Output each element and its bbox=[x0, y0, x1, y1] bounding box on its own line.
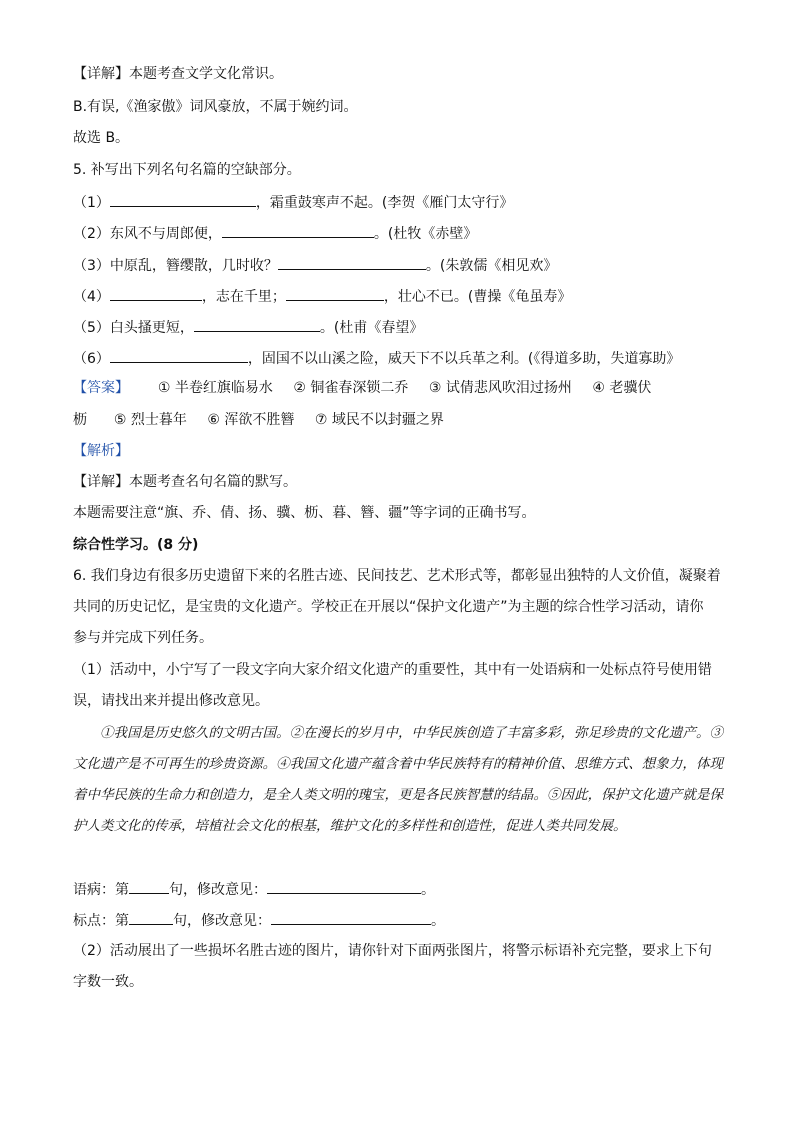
answer-2: ② 铜雀春深锁二乔 bbox=[293, 380, 409, 396]
answer-6: ⑥ 浑欲不胜簪 bbox=[207, 412, 295, 428]
q5-title: 5. 补写出下列名句名篇的空缺部分。 bbox=[73, 162, 301, 178]
q5-note: 本题需要注意“旗、乔、倩、扬、骥、枥、暮、簪、疆”等字词的正确书写。 bbox=[73, 505, 536, 521]
item-text: 。(杜甫《春望》 bbox=[319, 320, 424, 336]
item-text: ，固国不以山溪之险，威天下不以兵革之利。(《得道多助，失道寡助》 bbox=[247, 351, 681, 367]
detail-tag: 【详解】 bbox=[73, 474, 129, 490]
item-number: （3） bbox=[73, 258, 110, 274]
detail-line-1 bbox=[73, 64, 283, 84]
answer-blank[interactable] bbox=[222, 222, 374, 238]
answer-blank[interactable] bbox=[286, 285, 384, 301]
item-text: 中原乱，簪缨散，几时收？ bbox=[109, 258, 278, 274]
answer-blank[interactable] bbox=[110, 285, 202, 301]
q5-item-1 bbox=[73, 191, 513, 213]
answer-3: ③ 试倩悲风吹泪过扬州 bbox=[428, 380, 572, 396]
analysis-tag: 【解析】 bbox=[73, 443, 129, 459]
answer-blank[interactable] bbox=[194, 316, 320, 332]
q6-sub2-line-1: （2）活动展出了一些损坏名胜古迹的图片，请你针对下面两张图片，将警示标语补充完整，要求上下句 bbox=[73, 943, 712, 959]
item-number: （6） bbox=[73, 351, 110, 367]
item-text: 白头搔更短， bbox=[109, 320, 194, 336]
item-text: ，壮心不已。(曹操《龟虽寿》 bbox=[383, 289, 572, 305]
q6-sub1-line-2: 误，请找出来并提出修改意见。 bbox=[73, 693, 269, 709]
q5-item-3 bbox=[73, 254, 557, 276]
q5-item-5 bbox=[73, 316, 423, 338]
item-number: （2） bbox=[73, 226, 110, 242]
q6-sub2-line-2: 字数一致。 bbox=[73, 974, 143, 990]
answer-7: ⑦ 域民不以封疆之界 bbox=[314, 412, 444, 428]
option-b-explanation: B.有误,《渔家傲》词风豪放，不属于婉约词。 bbox=[73, 99, 358, 115]
punctuation-error-line bbox=[73, 909, 445, 931]
detail-text: 本题考查名句名篇的默写。 bbox=[129, 474, 297, 490]
answer-4: ④ 老骥伏 bbox=[592, 380, 652, 396]
q6-sub1-line-1: （1）活动中，小宁写了一段文字向大家介绍文化遗产的重要性，其中有一处语病和一处标点符号使用错 bbox=[73, 662, 712, 678]
grammar-label: 语病：第 bbox=[73, 882, 129, 898]
q5-answer-line-1 bbox=[73, 378, 651, 398]
q5-item-2 bbox=[73, 222, 477, 244]
section-heading: 综合性学习。(8 分) bbox=[73, 537, 199, 553]
answer-blank[interactable] bbox=[278, 254, 426, 270]
grammar-mid: 句，修改意见： bbox=[169, 882, 267, 898]
answer-blank[interactable] bbox=[110, 191, 256, 207]
answer-5: ⑤ 烈士暮年 bbox=[113, 412, 187, 428]
passage-text: ①我国是历史悠久的文明古国。②在漫长的岁月中，中华民族创造了丰富多彩，弥足珍贵的文化遗产。③文化遗产是不可再生的珍贵资源。④我国文化遗产蕴含着中华民族特有的精神价值、思维方式、想象力，体现着中华民族的生命力和创造力，是全人类文明的瑰宝，更是各民族智慧的结晶。⑤因此，保护文化遗产就是保护人类文化的传承，培植社会文化的根基，维护文化的多样性和创造性，促进人类共同发展。 bbox=[73, 725, 723, 834]
revision-blank[interactable] bbox=[267, 878, 421, 894]
q6-line-2: 共同的历史记忆，是宝贵的文化遗产。学校正在开展以“保护文化遗产”为主题的综合性学习活动，请你 bbox=[73, 599, 704, 615]
item-text: ，志在千里； bbox=[201, 289, 286, 305]
answer-blank[interactable] bbox=[110, 347, 248, 363]
q5-item-4 bbox=[73, 285, 571, 307]
detail-tag: 【详解】 bbox=[73, 66, 129, 82]
sentence-number-blank[interactable] bbox=[129, 909, 173, 925]
item-number: （1） bbox=[73, 195, 110, 211]
punct-label: 标点：第 bbox=[73, 913, 129, 929]
student-passage bbox=[73, 718, 723, 842]
item-number: （5） bbox=[73, 320, 110, 336]
answer-tag: 【答案】 bbox=[73, 380, 129, 396]
item-text: 东风不与周郎便， bbox=[109, 226, 222, 242]
item-text: ，霜重鼓寒声不起。(李贺《雁门太守行》 bbox=[255, 195, 514, 211]
q5-detail bbox=[73, 472, 297, 492]
punct-mid: 句，修改意见： bbox=[173, 913, 271, 929]
revision-blank[interactable] bbox=[271, 909, 431, 925]
q5-answer-line-2 bbox=[73, 410, 444, 430]
q6-line-1: 6. 我们身边有很多历史遗留下来的名胜古迹、民间技艺、艺术形式等，都彰显出独特的人文价值，凝聚着 bbox=[73, 568, 721, 584]
answer-1: ① 半卷红旗临易水 bbox=[157, 380, 273, 396]
q6-line-3: 参与并完成下列任务。 bbox=[73, 630, 213, 646]
choose-b: 故选 B。 bbox=[73, 130, 130, 146]
item-text: 。(朱敦儒《相见欢》 bbox=[425, 258, 558, 274]
end-mark: 。 bbox=[421, 882, 435, 898]
item-text: 。(杜牧《赤壁》 bbox=[373, 226, 478, 242]
item-number: （4） bbox=[73, 289, 110, 305]
answer-4-continued: 枥 bbox=[73, 412, 87, 428]
q5-item-6 bbox=[73, 347, 680, 369]
sentence-number-blank[interactable] bbox=[129, 878, 169, 894]
end-mark: 。 bbox=[431, 913, 445, 929]
detail-text: 本题考查文学文化常识。 bbox=[129, 66, 283, 82]
grammar-error-line bbox=[73, 878, 435, 900]
